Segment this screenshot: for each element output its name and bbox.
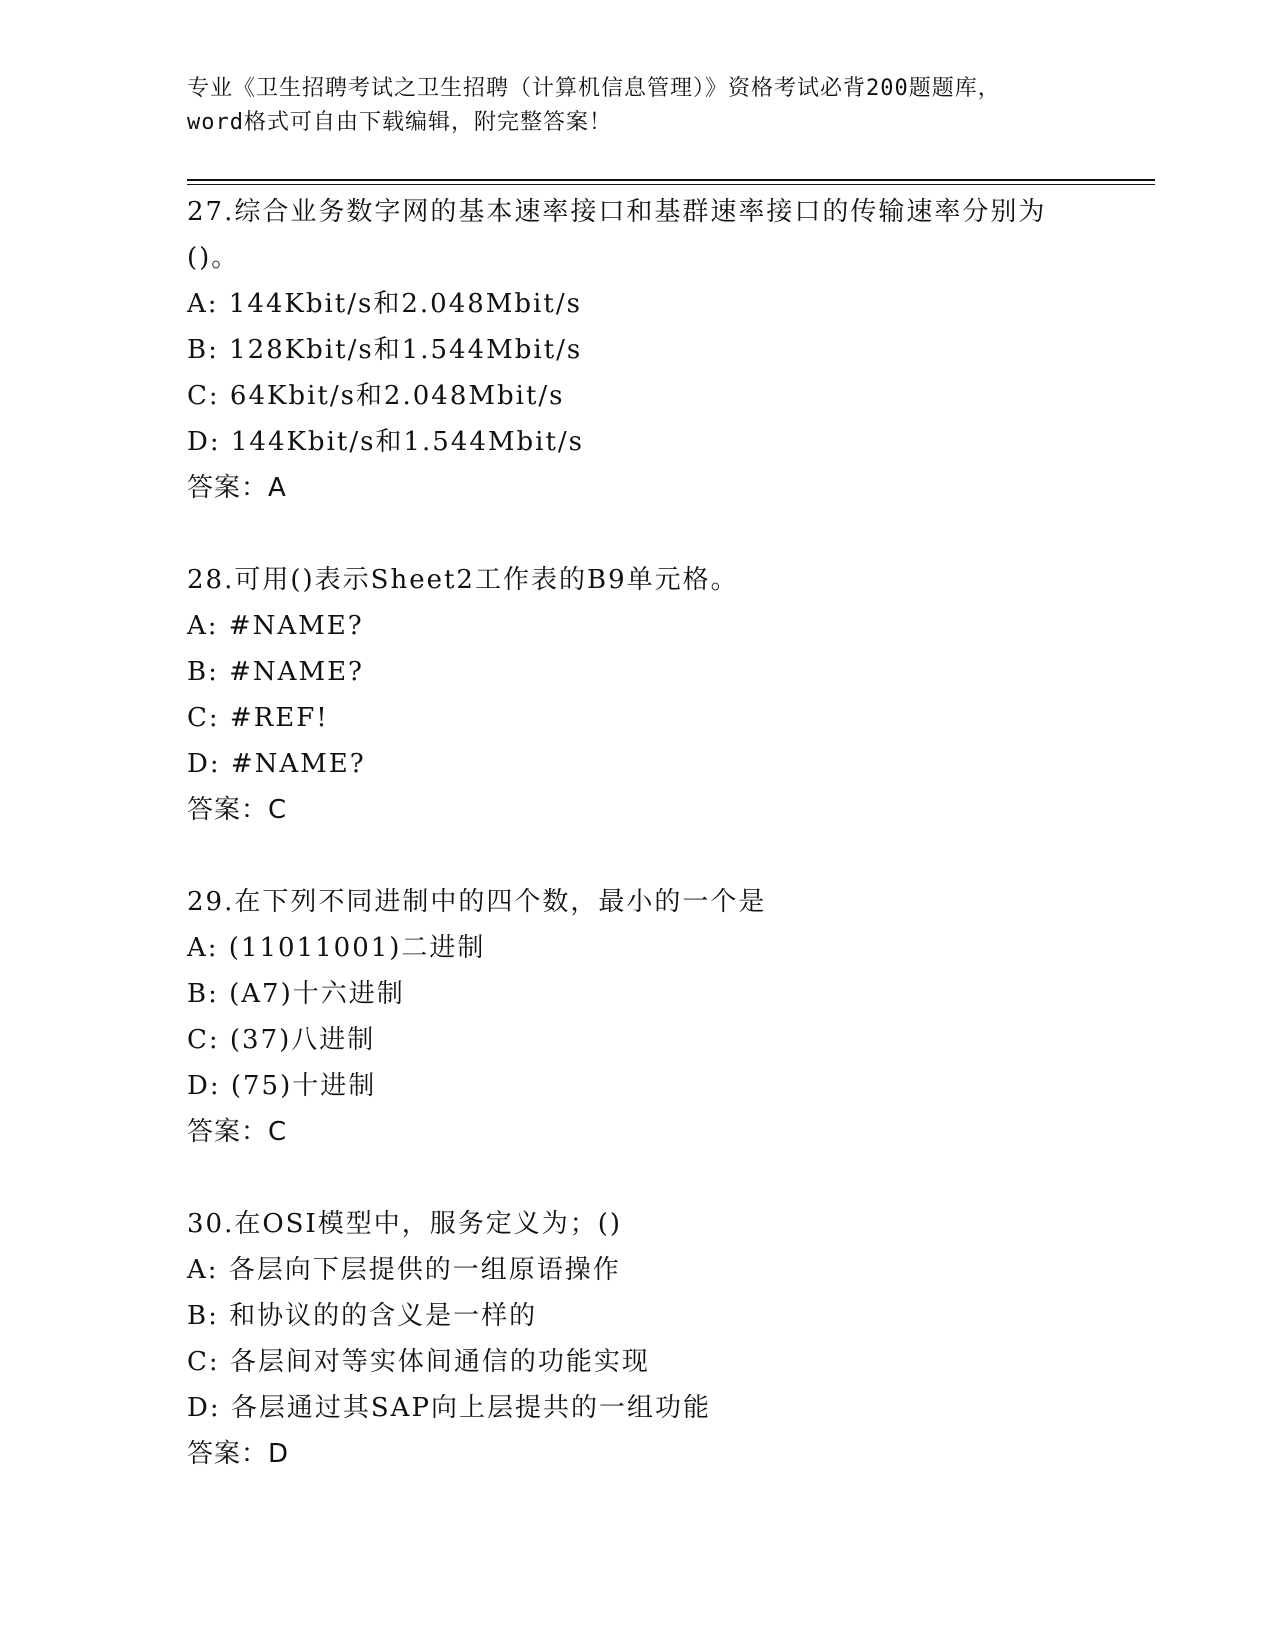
- question-stem: 29.在下列不同进制中的四个数，最小的一个是: [187, 887, 767, 917]
- option-b: B: 128Kbit/s和1.544Mbit/s: [187, 335, 583, 365]
- question-stem: 28.可用()表示Sheet2工作表的B9单元格。: [187, 565, 739, 595]
- question-stem-continued: ()。: [187, 243, 240, 273]
- option-b: B: 和协议的的含义是一样的: [187, 1301, 538, 1331]
- answer-line: 答案：C: [187, 795, 288, 825]
- header-subtitle-line: word格式可自由下载编辑，附完整答案！: [187, 110, 612, 135]
- answer-line: 答案：D: [187, 1439, 290, 1469]
- option-b: B: (A7)十六进制: [187, 979, 405, 1009]
- option-a: A: #NAME?: [187, 611, 364, 641]
- option-d: D: #NAME?: [187, 749, 366, 779]
- option-c: C: (37)八进制: [187, 1025, 376, 1055]
- header-divider-thick: [187, 179, 1155, 181]
- option-b: B: #NAME?: [187, 657, 364, 687]
- option-a: A: 144Kbit/s和2.048Mbit/s: [187, 289, 582, 319]
- answer-line: 答案：A: [187, 473, 287, 503]
- option-d: D: (75)十进制: [187, 1071, 377, 1101]
- header-divider-thin: [187, 184, 1155, 185]
- question-list: [187, 189, 1147, 1523]
- option-c: C: 各层间对等实体间通信的功能实现: [187, 1347, 650, 1377]
- option-c: C: 64Kbit/s和2.048Mbit/s: [187, 381, 565, 411]
- header-title-line: 专业《卫生招聘考试之卫生招聘（计算机信息管理）》资格考试必背200题题库，: [187, 76, 1001, 101]
- question-27: [187, 189, 1147, 511]
- option-d: D: 144Kbit/s和1.544Mbit/s: [187, 427, 584, 457]
- option-c: C: #REF!: [187, 703, 329, 733]
- option-a: A: (11011001)二进制: [187, 933, 486, 963]
- question-28: [187, 557, 1147, 833]
- question-30: [187, 1201, 1147, 1477]
- option-d: D: 各层通过其SAP向上层提共的一组功能: [187, 1393, 711, 1423]
- option-a: A: 各层向下层提供的一组原语操作: [187, 1255, 621, 1285]
- answer-line: 答案：C: [187, 1117, 288, 1147]
- question-stem: 27.综合业务数字网的基本速率接口和基群速率接口的传输速率分别为: [187, 197, 1047, 227]
- document-header: [187, 72, 1087, 140]
- question-stem: 30.在OSI模型中，服务定义为；(): [187, 1209, 623, 1239]
- question-29: [187, 879, 1147, 1155]
